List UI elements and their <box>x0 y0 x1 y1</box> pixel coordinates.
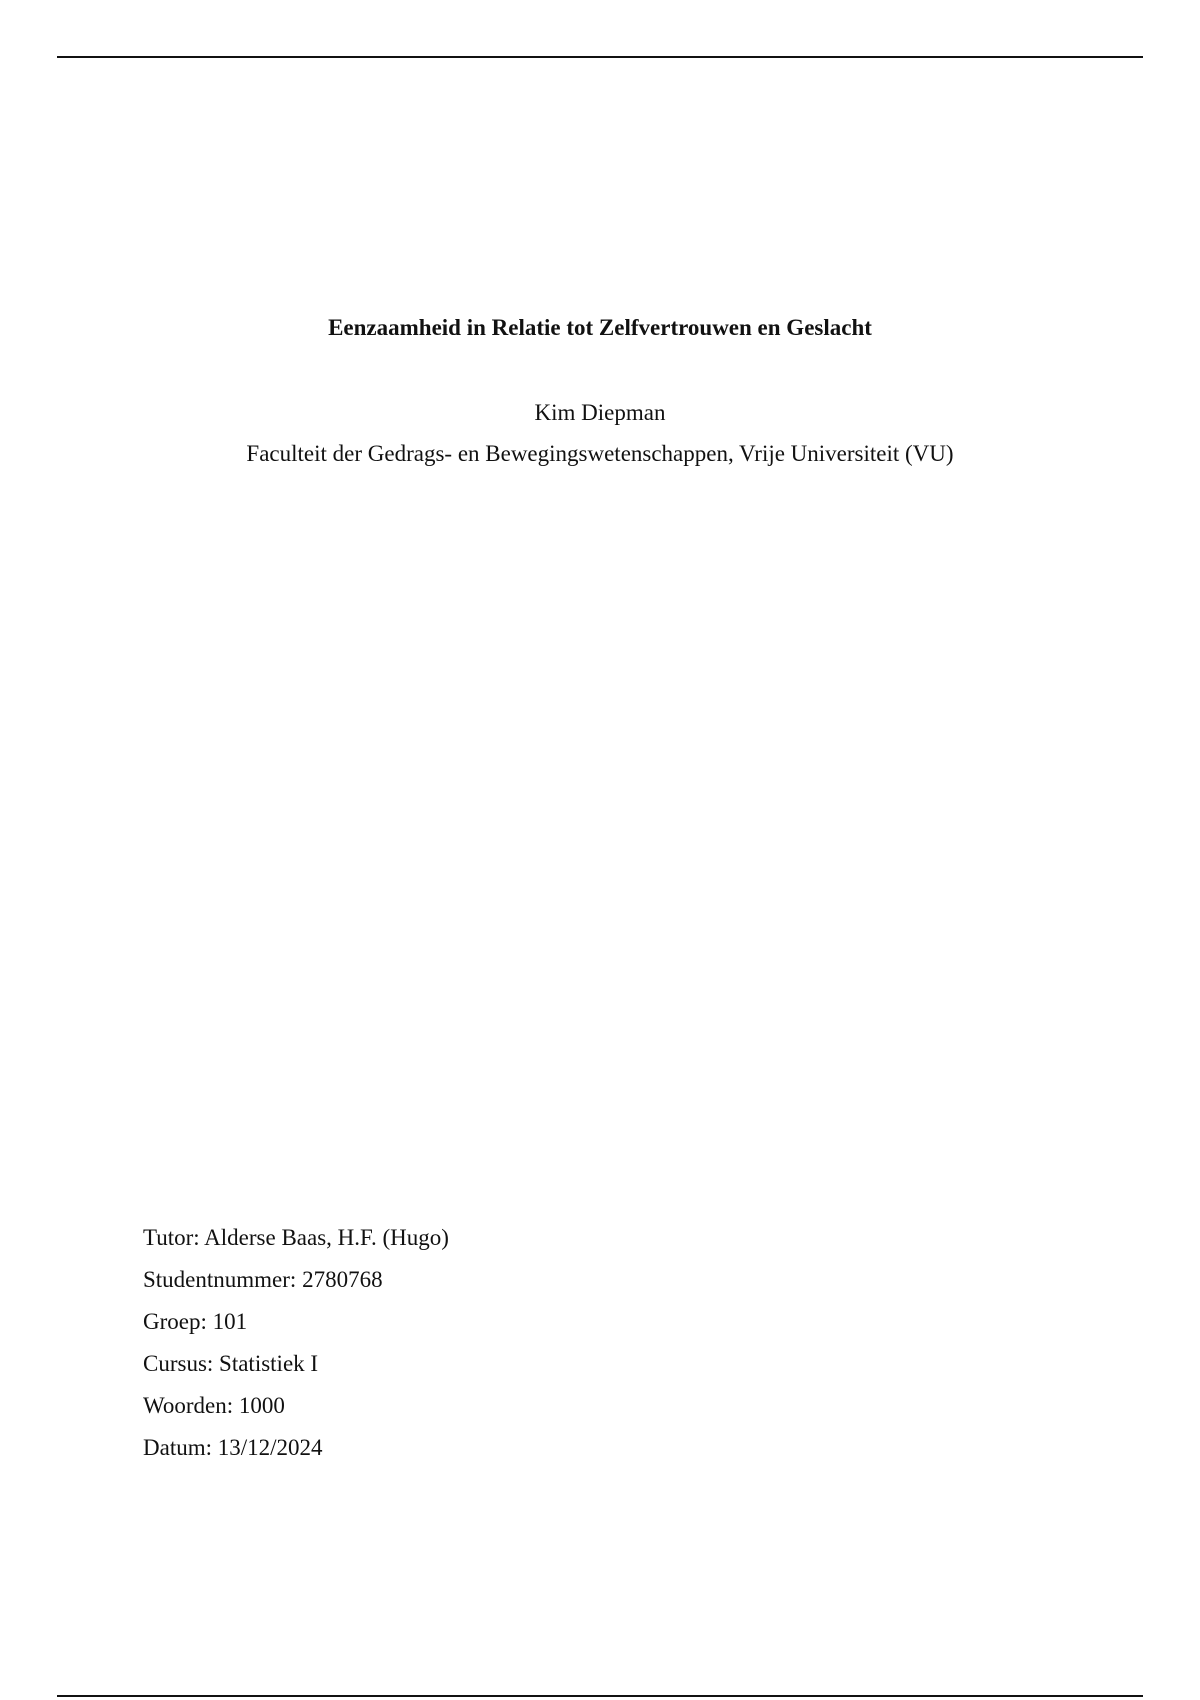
author-name: Kim Diepman <box>534 400 666 425</box>
author-affiliation: Faculteit der Gedrags- en Bewegingswetenschappen, Vrije Universiteit (VU) <box>246 441 954 466</box>
top-rule <box>57 56 1143 58</box>
document-title: Eenzaamheid in Relatie tot Zelfvertrouwen en Geslacht <box>328 315 872 340</box>
tutor-line: Tutor: Alderse Baas, H.F. (Hugo) <box>143 1225 449 1250</box>
woorden-line: Woorden: 1000 <box>143 1393 285 1418</box>
groep-line: Groep: 101 <box>143 1309 248 1334</box>
studentnummer-line: Studentnummer: 2780768 <box>143 1267 383 1292</box>
bottom-rule <box>57 1695 1143 1697</box>
cursus-line: Cursus: Statistiek I <box>143 1351 319 1376</box>
datum-line: Datum: 13/12/2024 <box>143 1435 323 1460</box>
info-block <box>143 1217 843 1469</box>
